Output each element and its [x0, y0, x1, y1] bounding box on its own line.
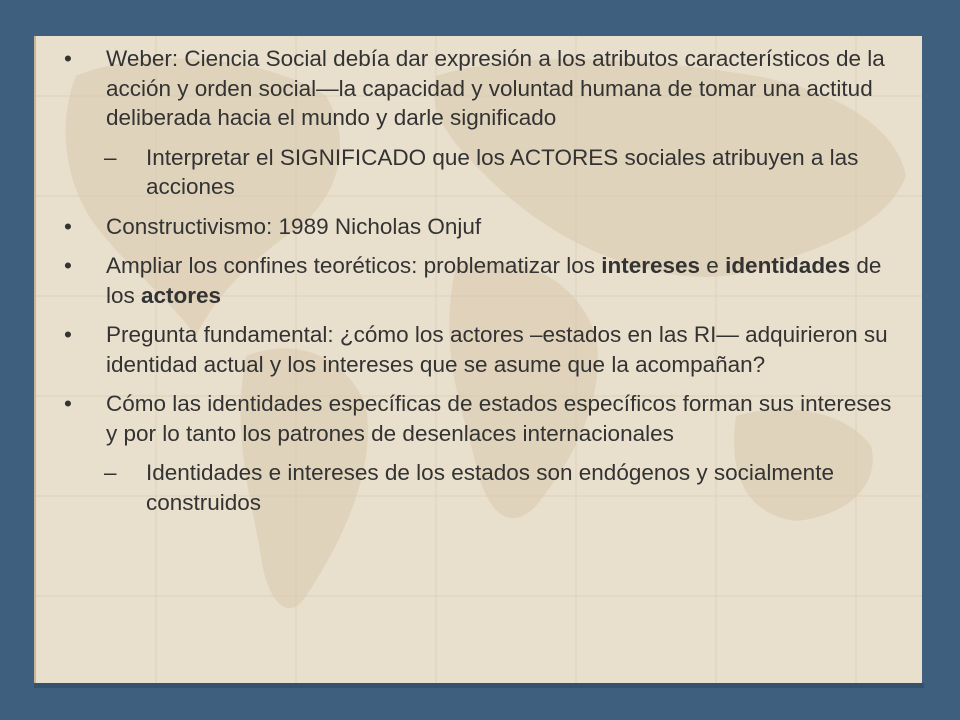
- sub-bullet-text: Interpretar el SIGNIFICADO que los ACTORES sociales atribuyen a las acciones: [146, 144, 859, 199]
- bullet-text-segment: de los: [106, 253, 882, 308]
- bullet-text-segment: e: [700, 253, 726, 278]
- bullet-text: Pregunta fundamental: ¿cómo los actores –estados en las RI— adquirieron su identidad actual y los intereses que se asume que la acompañan?: [106, 322, 888, 377]
- bold-term-identidades: identidades: [725, 253, 851, 278]
- frame-right: [924, 0, 960, 720]
- sub-bullet-item: [64, 458, 899, 517]
- bullet-marker: •: [64, 46, 72, 71]
- bullet-marker: •: [64, 391, 72, 416]
- slide-panel: [34, 36, 922, 683]
- frame-bottom: [34, 683, 924, 720]
- bullet-text: Constructivismo: 1989 Nicholas Onjuf: [106, 213, 482, 239]
- bullet-marker: •: [64, 213, 72, 239]
- sub-bullet-item: [64, 143, 899, 202]
- bullet-text: Weber: Ciencia Social debía dar expresión a los atributos característicos de la acción y orden social—la capacidad y voluntad humana de tomar una actitud deliberada hacia el mundo y darle significado: [106, 46, 885, 130]
- bold-term-intereses: intereses: [601, 253, 701, 278]
- dash-marker: –: [104, 144, 117, 170]
- bullet-item: [64, 389, 899, 448]
- sub-bullet-text: Identidades e intereses de los estados son endógenos y socialmente construidos: [146, 460, 834, 515]
- bullet-list: [64, 44, 899, 527]
- bold-term-actores: actores: [141, 282, 222, 308]
- frame-left: [0, 0, 34, 720]
- bullet-marker: •: [64, 322, 72, 347]
- bullet-text-segment: Ampliar los confines teoréticos: problematizar los: [106, 253, 602, 278]
- bullet-text: Cómo las identidades específicas de estados específicos forman sus intereses y por lo tanto los patrones de desenlaces internacionales: [106, 391, 892, 446]
- bullet-marker: •: [64, 253, 72, 278]
- bullet-item: [64, 212, 899, 242]
- frame-bottom-shadow: [34, 683, 924, 688]
- bullet-item: [64, 44, 899, 133]
- bullet-item: [64, 251, 899, 310]
- dash-marker: –: [104, 460, 117, 485]
- bullet-item: [64, 320, 899, 379]
